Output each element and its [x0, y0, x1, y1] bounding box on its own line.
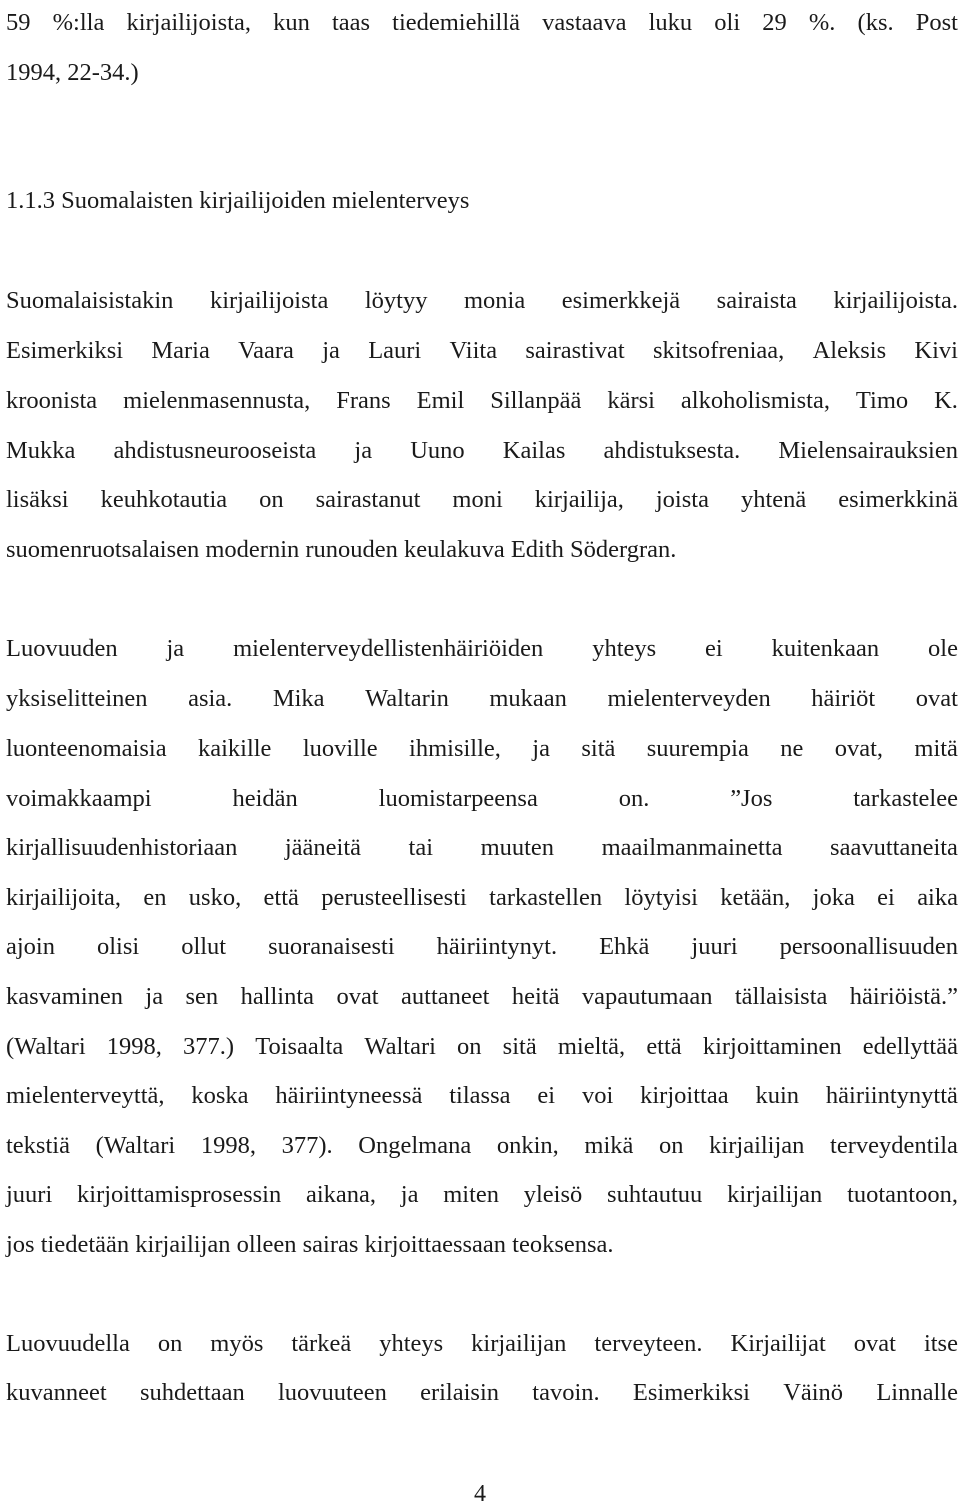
word: Emil — [416, 387, 465, 414]
word: heidän — [232, 785, 298, 812]
word: löytyisi — [624, 884, 698, 911]
paragraph1-line-3 — [6, 385, 958, 417]
word: kirjoittaminen — [702, 1033, 842, 1060]
word: kaikille — [197, 735, 272, 762]
word: esimerkkejä — [561, 287, 681, 314]
word: ollut — [181, 933, 227, 960]
word: kirjallisuudenhistoriaan — [6, 834, 238, 861]
paragraph2-line-5 — [6, 832, 958, 864]
word: Esimerkiksi — [6, 337, 124, 364]
word: oli — [714, 9, 741, 36]
word: terveyteen. — [594, 1330, 703, 1357]
word: 1998, — [200, 1132, 256, 1159]
word: %:lla — [52, 9, 105, 36]
word: tekstiä — [6, 1132, 70, 1159]
word: tarkastelee — [853, 785, 958, 812]
paragraph2-line-4 — [6, 783, 958, 815]
intro-line-1 — [6, 7, 958, 39]
paragraph2-line-9 — [6, 1031, 958, 1063]
word: Ongelmana — [358, 1132, 472, 1159]
word: Linnalle — [876, 1379, 958, 1406]
word: kirjoittamisprosessin — [77, 1181, 282, 1208]
word: kirjailijan — [727, 1181, 823, 1208]
word: maailmanmainetta — [601, 834, 783, 861]
word: luovuuteen — [277, 1379, 387, 1406]
page-number: 4 — [474, 1481, 486, 1507]
word: yhteys — [379, 1330, 444, 1357]
word: Viita — [449, 337, 498, 364]
word: sairastivat — [525, 337, 625, 364]
word: ja — [145, 983, 164, 1010]
paragraph2-line-6 — [6, 882, 958, 914]
word: sen — [185, 983, 219, 1010]
word: 59 — [6, 9, 31, 36]
word: Esimerkiksi — [632, 1379, 750, 1406]
word: Maria — [151, 337, 210, 364]
word: Sillanpää — [490, 387, 582, 414]
word: saavuttaneita — [830, 834, 958, 861]
word: häiriöistä.” — [849, 983, 958, 1010]
word: kirjailijoita, — [6, 884, 121, 911]
word: 377.) — [183, 1033, 235, 1060]
word: aikana, — [305, 1181, 377, 1208]
word: ovat — [915, 685, 958, 712]
paragraph1-line-6: suomenruotsalaisen modernin runouden keulakuva Edith Södergran. — [6, 536, 677, 563]
paragraph2-line-12 — [6, 1179, 958, 1211]
word: Uuno — [410, 437, 465, 464]
word: luonteenomaisia — [6, 735, 167, 762]
word: Aleksis — [812, 337, 887, 364]
paragraph2-line-8 — [6, 981, 958, 1013]
word: Mika — [272, 685, 325, 712]
word: Kailas — [502, 437, 566, 464]
word: ja — [166, 635, 185, 662]
word: joista — [655, 486, 709, 513]
word: joka — [812, 884, 855, 911]
word: juuri — [691, 933, 738, 960]
word: ei — [705, 635, 723, 662]
word: en — [143, 884, 167, 911]
word: luoville — [302, 735, 378, 762]
word: tärkeä — [291, 1330, 352, 1357]
word: juuri — [6, 1181, 53, 1208]
word: auttaneet — [401, 983, 490, 1010]
word: (Waltari — [6, 1033, 86, 1060]
word: Luovuudella — [6, 1330, 130, 1357]
word: Luovuuden — [6, 635, 118, 662]
word: vastaava — [542, 9, 627, 36]
word: tarkastellen — [489, 884, 603, 911]
word: on — [259, 486, 284, 513]
word: kasvaminen — [6, 983, 124, 1010]
word: häiriöt — [811, 685, 876, 712]
paragraph1-line-4 — [6, 435, 958, 467]
word: vapautumaan — [581, 983, 713, 1010]
word: esimerkkinä — [838, 486, 958, 513]
word: terveydentila — [830, 1132, 958, 1159]
word: suoranaisesti — [268, 933, 395, 960]
word: edellyttää — [862, 1033, 958, 1060]
word: kirjailijan — [709, 1132, 805, 1159]
word: monia — [464, 287, 526, 314]
word: kirjailijan — [471, 1330, 567, 1357]
word: Waltari — [364, 1033, 436, 1060]
word: kuvanneet — [6, 1379, 107, 1406]
word: on — [457, 1033, 482, 1060]
word: löytyy — [364, 287, 428, 314]
word: Frans — [336, 387, 391, 414]
paragraph2-line-3 — [6, 733, 958, 765]
word: on — [659, 1132, 684, 1159]
paragraph2-line-2 — [6, 683, 958, 715]
paragraph2-line-11 — [6, 1130, 958, 1162]
word: ajoin — [6, 933, 55, 960]
word: kirjailijoista. — [833, 287, 958, 314]
word: 29 — [762, 9, 787, 36]
word: tavoin. — [532, 1379, 600, 1406]
word: Kivi — [914, 337, 958, 364]
word: mieltä, — [557, 1033, 626, 1060]
word: ei — [877, 884, 895, 911]
paragraph2-line-13: jos tiedetään kirjailijan olleen sairas kirjoittaessaan teoksensa. — [6, 1231, 614, 1258]
word: ketään, — [720, 884, 791, 911]
word: kuin — [755, 1082, 800, 1109]
word: on — [157, 1330, 183, 1357]
word: muuten — [480, 834, 555, 861]
word: Toisaalta — [255, 1033, 344, 1060]
word: yksiselitteinen — [6, 685, 148, 712]
word: Post — [915, 9, 958, 36]
word: sitä — [502, 1033, 537, 1060]
word: suurempia — [646, 735, 749, 762]
word: että — [646, 1033, 682, 1060]
word: Väinö — [783, 1379, 844, 1406]
word: mielenterveyden — [607, 685, 771, 712]
word: voimakkaampi — [6, 785, 152, 812]
word: kirjoittaa — [640, 1082, 729, 1109]
word: Ehkä — [599, 933, 650, 960]
word: kun — [273, 9, 310, 36]
word: alkoholismista, — [680, 387, 830, 414]
word: Timo — [855, 387, 909, 414]
word: K. — [934, 387, 958, 414]
word: tuotantoon, — [847, 1181, 958, 1208]
word: usko, — [188, 884, 242, 911]
word: Vaara — [238, 337, 294, 364]
word: kuitenkaan — [771, 635, 880, 662]
word: 377). — [281, 1132, 333, 1159]
word: mielenmasennusta, — [123, 387, 311, 414]
word: ja — [322, 337, 340, 364]
word: myös — [210, 1330, 264, 1357]
word: lisäksi — [6, 486, 69, 513]
word: onkin, — [496, 1132, 559, 1159]
word: taas — [331, 9, 371, 36]
word: 1998, — [106, 1033, 162, 1060]
section-heading: 1.1.3 Suomalaisten kirjailijoiden mielenterveys — [6, 187, 470, 214]
word: olisi — [96, 933, 140, 960]
word: häiriintynyt. — [436, 933, 558, 960]
word: ovat, — [834, 735, 884, 762]
word: keuhkotautia — [100, 486, 228, 513]
word: sairaista — [716, 287, 797, 314]
word: tai — [408, 834, 434, 861]
word: ihmisille, — [409, 735, 501, 762]
paragraph3-line-1 — [6, 1328, 958, 1360]
paragraph2-line-7 — [6, 931, 958, 963]
word: suhdettaan — [139, 1379, 245, 1406]
word: yhtenä — [740, 486, 807, 513]
word: ne — [780, 735, 804, 762]
word: ahdistuksesta. — [603, 437, 741, 464]
word: luku — [648, 9, 693, 36]
word: perusteellisesti — [321, 884, 467, 911]
word: sairastanut — [315, 486, 421, 513]
word: kärsi — [607, 387, 655, 414]
word: mikä — [584, 1132, 634, 1159]
paragraph1-line-2 — [6, 335, 958, 367]
word: mukaan — [489, 685, 567, 712]
word: että — [263, 884, 299, 911]
word: tällaisista — [734, 983, 828, 1010]
word: mitä — [914, 735, 958, 762]
word: itse — [923, 1330, 958, 1357]
word: Kirjailijat — [730, 1330, 826, 1357]
word: kirjailijoista, — [126, 9, 251, 36]
word: moni — [452, 486, 503, 513]
word: Mielensairauksien — [778, 437, 958, 464]
intro-line-2: 1994, 22-34.) — [6, 59, 139, 86]
word: ovat — [336, 983, 379, 1010]
word: aika — [917, 884, 958, 911]
word: ”Jos — [730, 785, 773, 812]
word: (ks. — [857, 9, 894, 36]
word: miten — [443, 1181, 499, 1208]
word: suhtautuu — [607, 1181, 703, 1208]
word: tiedemiehillä — [392, 9, 521, 36]
word: ei — [537, 1082, 556, 1109]
word: %. — [808, 9, 836, 36]
word: Mukka — [6, 437, 76, 464]
word: mielenterveydellistenhäiriöiden — [233, 635, 544, 662]
word: kirjailija, — [534, 486, 624, 513]
word: mielenterveyttä, — [6, 1082, 165, 1109]
word: ja — [400, 1181, 419, 1208]
word: kroonista — [6, 387, 98, 414]
word: asia. — [188, 685, 233, 712]
word: persoonallisuuden — [779, 933, 958, 960]
word: ole — [928, 635, 958, 662]
paragraph2-line-10 — [6, 1080, 958, 1112]
word: ovat — [853, 1330, 896, 1357]
paragraph1-line-1 — [6, 285, 958, 317]
word: tilassa — [449, 1082, 511, 1109]
word: yhteys — [592, 635, 657, 662]
word: kirjailijoista — [209, 287, 329, 314]
word: sitä — [581, 735, 616, 762]
word: hallinta — [240, 983, 315, 1010]
paragraph3-line-2 — [6, 1377, 958, 1409]
word: yleisö — [523, 1181, 583, 1208]
paragraph2-line-1 — [6, 633, 958, 665]
word: heitä — [511, 983, 560, 1010]
word: (Waltari — [95, 1132, 176, 1159]
word: koska — [191, 1082, 249, 1109]
word: Lauri — [368, 337, 422, 364]
word: voi — [581, 1082, 614, 1109]
word: Waltarin — [365, 685, 449, 712]
word: Suomalaisistakin — [6, 287, 174, 314]
word: häiriintynyttä — [825, 1082, 958, 1109]
word: erilaisin — [420, 1379, 500, 1406]
word: skitsofreniaa, — [653, 337, 785, 364]
word: jääneitä — [284, 834, 362, 861]
word: ja — [532, 735, 550, 762]
word: luomistarpeensa — [378, 785, 538, 812]
paragraph1-line-5 — [6, 484, 958, 516]
word: häiriintyneessä — [275, 1082, 423, 1109]
word: on. — [618, 785, 650, 812]
word: ahdistusneurooseista — [113, 437, 317, 464]
word: ja — [354, 437, 373, 464]
